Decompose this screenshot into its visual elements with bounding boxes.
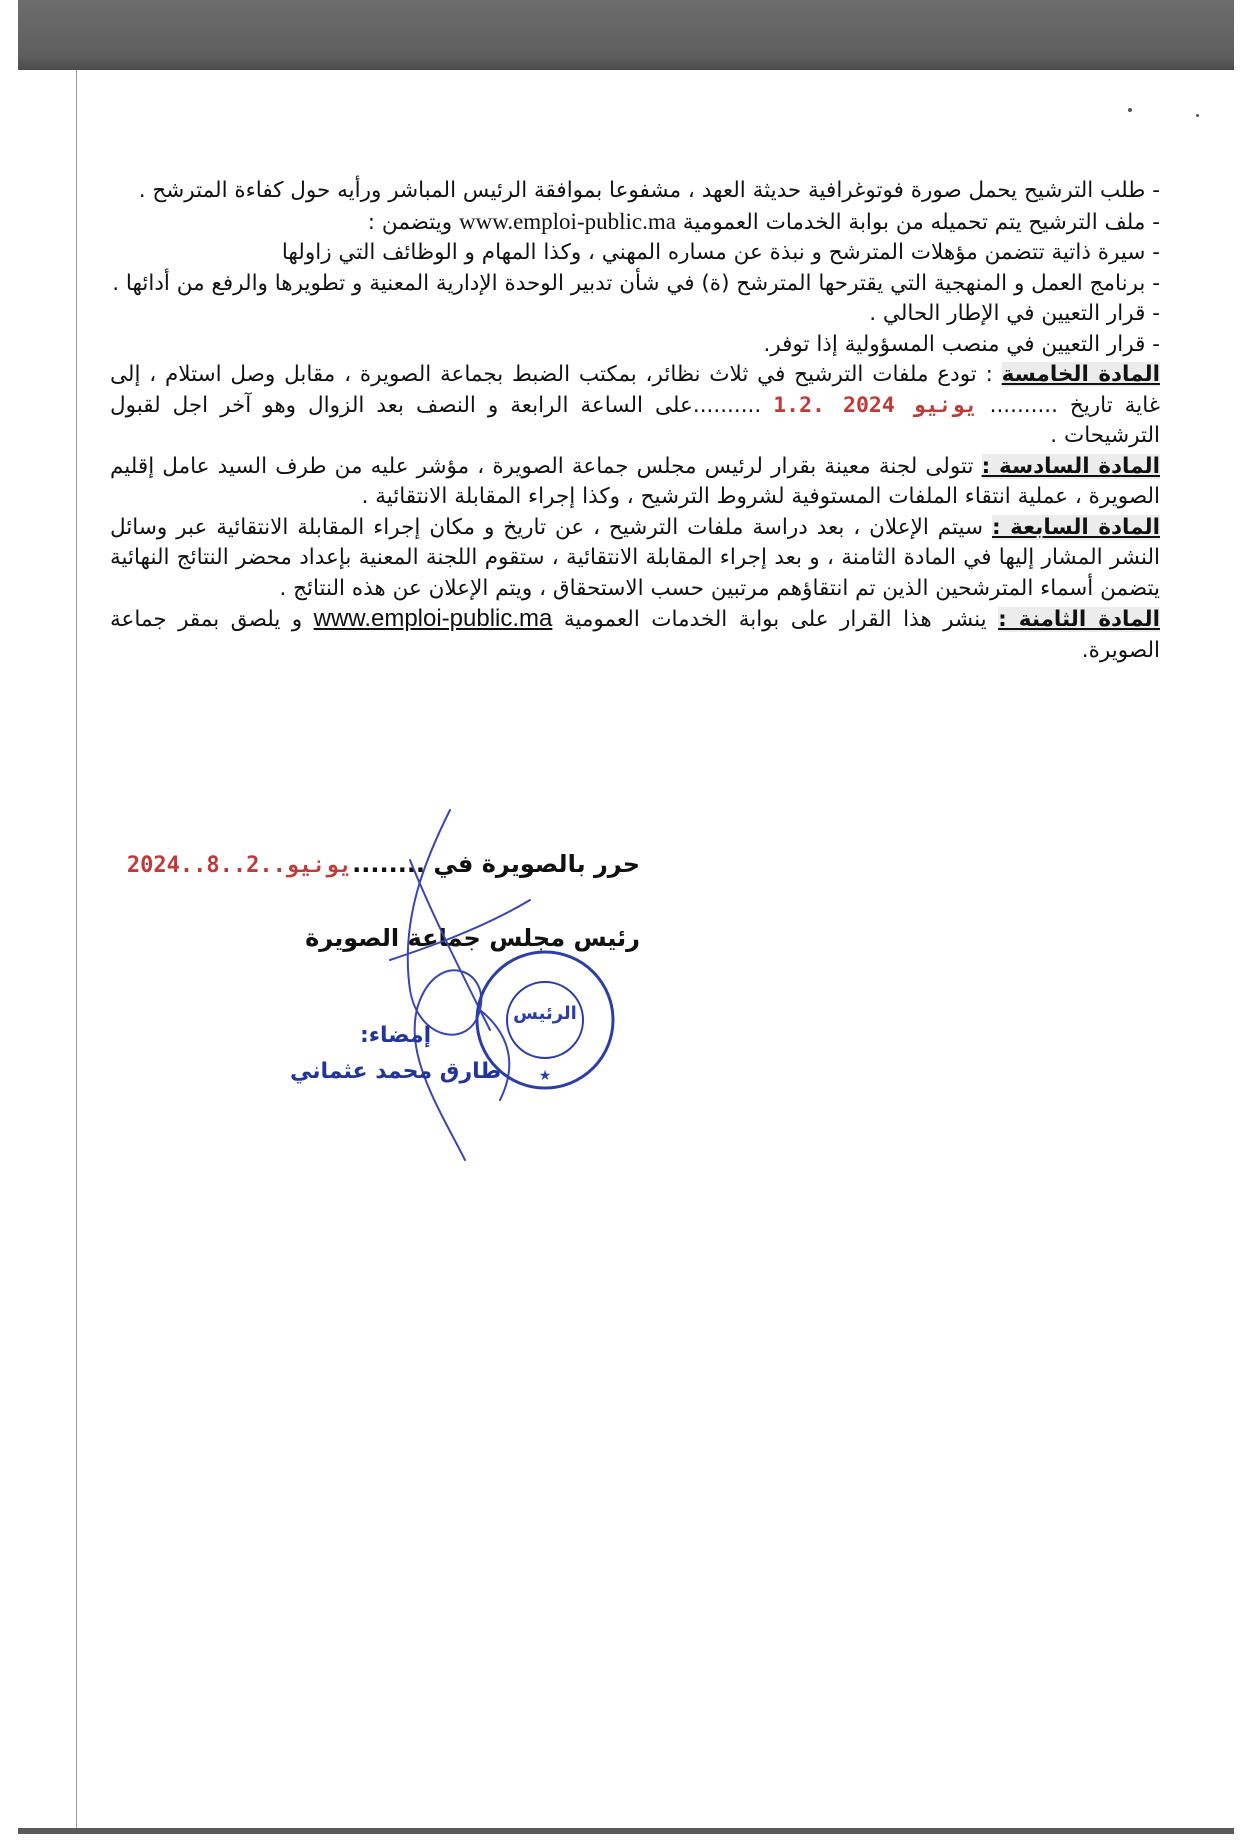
- scan-speck: [1196, 114, 1199, 117]
- signatory-title: رئيس مجلس جماعة الصويرة: [305, 924, 640, 952]
- issue-date-stamp: 2024..يونيو..2..8: [126, 853, 353, 878]
- list-item: - قرار التعيين في الإطار الحالي .: [110, 299, 1160, 330]
- article-7: المادة السابعة : سيتم الإعلان ، بعد دراسة ملفات الترشيح ، عن تاريخ و مكان إجراء المقابلة الانتقائية عبر وسائل النشر المشار إليها في المادة الثامنة ، و بعد إجراء المقابلة الانتقائية ، ستقوم اللجنة المعنية بإعداد محضر النتائج النهائية يتضمن أسماء المترشحين الذين تم انتقاؤهم مرتبين حسب الاستحقاق ، ويتم الإعلان عن هذه النتائج .: [110, 514, 1160, 601]
- article-8: المادة الثامنة : ينشر هذا القرار على بوابة الخدمات العمومية www.emploi-public.ma و يلصق بمقر جماعة الصويرة.: [110, 605, 1160, 663]
- article-6: المادة السادسة : تتولى لجنة معينة بقرار لرئيس مجلس جماعة الصويرة ، مؤشر عليه من طرف السيد عامل إقليم الصويرة ، عملية انتقاء الملفات المستوفية لشروط الترشيح ، وكذا إجراء المقابلة الانتقائية .: [110, 453, 1160, 509]
- article-7-title: المادة السابعة :: [991, 514, 1160, 540]
- sign-label: إمضاء:: [359, 1023, 432, 1048]
- list-item: - سيرة ذاتية تتضمن مؤهلات المترشح و نبذة عن مساره المهني ، وكذا المهام و الوظائف التي زاولها: [110, 238, 1160, 269]
- document-body: [110, 176, 1160, 666]
- svg-text:★: ★: [538, 1068, 552, 1084]
- list-item: - قرار التعيين في منصب المسؤولية إذا توفر.: [110, 330, 1160, 361]
- list-item: - ملف الترشيح يتم تحميله من بوابة الخدمات العمومية www.emploi-public.ma ويتضمن :: [110, 207, 1160, 239]
- article-5-title: المادة الخامسة: [1001, 362, 1160, 387]
- scan-speck: [1128, 108, 1132, 112]
- scan-left-edge: [76, 70, 77, 1828]
- scan-top-border: [18, 0, 1234, 70]
- article-8-title: المادة الثامنة :: [998, 607, 1160, 632]
- portal-url[interactable]: www.emploi-public.ma: [458, 208, 676, 234]
- article-6-title: المادة السادسة :: [981, 453, 1160, 479]
- signer-name: طارق محمد عثماني: [290, 1059, 502, 1084]
- article-5: المادة الخامسة : تودع ملفات الترشيح في ثلاث نظائر، بمكتب الضبط بجماعة الصويرة ، مقابل وصل استلام ، إلى غاية تاريخ .......... 1.2. يونيو 2024 ..........على الساعة الرابعة و النصف بعد الزوال وهو آخر اجل لقبول الترشيحات .: [110, 362, 1160, 448]
- list-item: - برنامج العمل و المنهجية التي يقترحها المترشح (ة) في شأن تدبير الوحدة الإدارية المعنية و تطويرها والرفع من أدائها .: [110, 269, 1160, 300]
- scan-bottom-border: [18, 1828, 1234, 1834]
- list-item: - طلب الترشيح يحمل صورة فوتوغرافية حديثة العهد ، مشفوعا بموافقة الرئيس المباشر ورأيه حول كفاءة المترشح .: [110, 176, 1160, 207]
- seal-label: الرئيس: [513, 1003, 577, 1024]
- deadline-date-stamp: 1.2. يونيو 2024: [773, 392, 978, 418]
- official-seal: [470, 945, 620, 1095]
- portal-link[interactable]: www.emploi-public.ma: [313, 605, 553, 632]
- issued-at-line: حرر بالصويرة في ........2024..يونيو..2..8: [126, 850, 640, 878]
